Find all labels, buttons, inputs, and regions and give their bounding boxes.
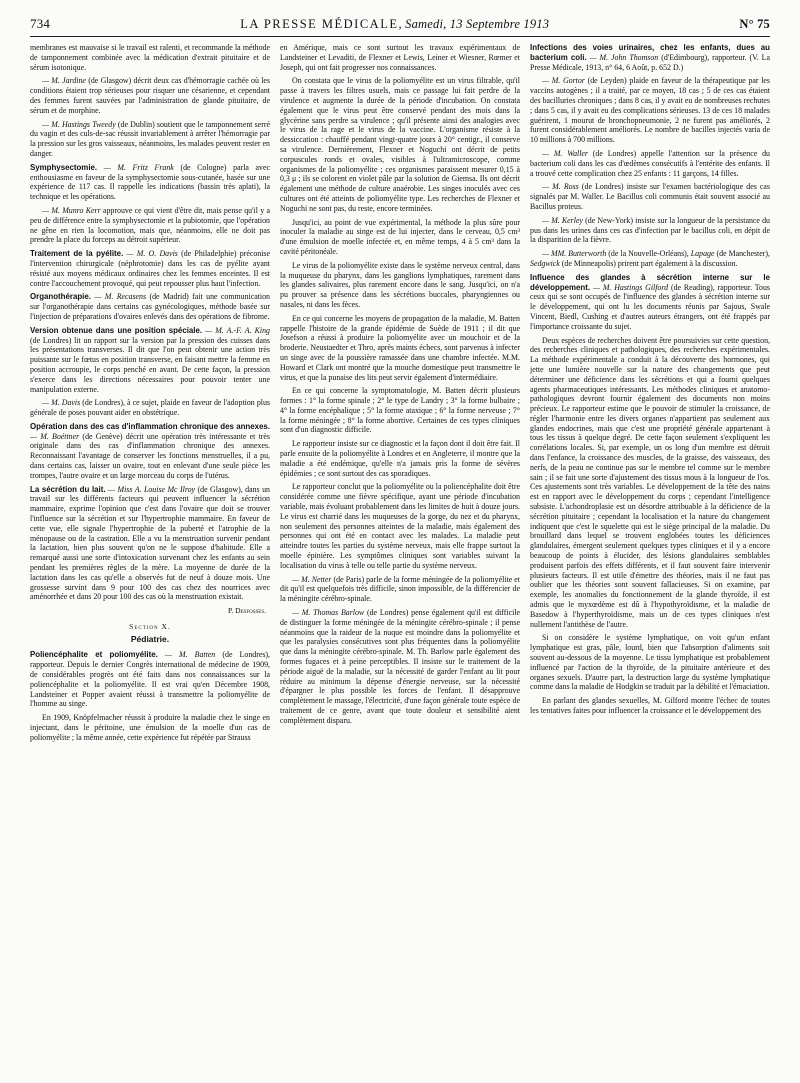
column-3: [530, 43, 770, 1083]
paragraph: [530, 76, 770, 145]
paragraph-text: (de Dublin) soutient que le tamponnement serré du vagin et des culs-de-sac réussit invariablement à arrêter l'hémorragie par la pression sur les gros vaisseaux, néanmoins, les malades peuvent rester en danger.: [30, 119, 270, 158]
paragraph: En parlant des glandes sexuelles, M. Gilford montre l'échec de toutes les tentatives faites pour influencer la croissance et le développement des: [530, 696, 770, 715]
issue-date: , Samedi, 13 Septembre 1913: [398, 17, 550, 31]
topic-heading: Version obtenue dans une position spéciale.: [30, 325, 203, 335]
paragraph-text: (de Genève) décrit une opération très intéressante et très originale dans des cas d'inflammation chronique des annexes. Reconnaissant l'avantage de conserver les fonctions menstruelles, il a pu, dans certains cas, laisser un ovaire, tout en enlevant d'une seule pièce les trompes, l'autre ovaire et un large morceau du corps de l'utérus.: [30, 431, 270, 480]
paragraph: [30, 249, 270, 288]
paragraph: [30, 163, 270, 202]
author-name: — M. Gortor: [542, 76, 585, 86]
paragraph: [30, 398, 270, 418]
paragraph: Jusqu'ici, au point de vue expérimental, la méthode la plus sûre pour inoculer la maladie au singe est de lui injecter, dans le cerveau, 0,5 cm³ d'une émulsion de moelle infectée et, en même temps, 4 à 5 cm³ dans la cavité péritonéale.: [280, 217, 520, 256]
author-name: — M. Ross: [542, 182, 579, 192]
topic-heading: Poliencéphalite et poliomyélite.: [30, 650, 158, 660]
author-name: — M. Kerley: [542, 215, 583, 225]
paragraph: Le rapporteur insiste sur ce diagnostic et la façon dont il doit être fait. Il parle ensuite de la poliomyélite à Londres et en Angleterre, il montre que la maladie a été endémique, qu'elle n'a jamais pris la forme de sévères épidémies ; ce sont surtout des cas sporadiques.: [280, 439, 520, 478]
topic-heading: Infections des voies urinaires, chez les enfants, dues au bacterium coli.: [530, 43, 770, 62]
paragraph-text: (de New-York) insiste sur la longueur de la persistance du pus dans les urines dans ces cas d'infection par le bacillus coli, en dépit de la disparition de la fièvre.: [530, 215, 770, 245]
paragraph-text: (de Glasgow), dans un travail sur les différents facteurs qui peuvent influencer la sécrétion mammaire, exprime l'opinion que c'est dans l'ovaire que doit se trouver l'influence sur la sécrétion et sur l'hypertrophie mammaire. En faveur de cette vue, elle signale l'hypertrophie de la puberté et l'atrophie de la ménopause ou de la castration. Elle a vu la menstruation survenir pendant la lactation, bien plus souvent qu'on ne le suppose d'habitude. Elle a remarqué aussi une sorte d'intoxication survenant chez les enfants au sein pendant les premières règles de la mère. La moyenne de durée de la lactation dans les cas qu'elle a observés fut de neuf à douze mois. Une grossesse survint dans 9 pour 100 des cas chez des nourrices avec aménorrhée et dans 20 pour 100 des cas où la menstruation existait.: [30, 484, 270, 602]
paragraph: Le rapporteur conclut que la poliomyélite ou la poliencéphalite doit être considérée comme une fièvre spécifique, ayant une période d'incubation variable, mais évoluant probablement dans les limites de huit à douze jours. Le virus est charrié dans les muqueuses de la gorge, du nez et du pharynx, non seulement des personnes atteintes de la maladie, mais également des personnes qui ont été en contact avec les malades. La maladie peut atteindre toutes les parties du système nerveux, mais elle frappe surtout la moelle épinière. Les symptômes cliniques sont variables suivant la localisation du virus à telle ou telle partie du système nerveux.: [280, 482, 520, 570]
author-name: — M. Hastings Tweedy: [42, 119, 116, 129]
paragraph-text: (d'Edimbourg), rapporteur. (V. La Presse Médicale, 1913, n° 64, 6 Août, p. 652 D.): [530, 52, 770, 72]
paragraph-text: (de Cologne) parla avec enthousiasme en faveur de la symphysectomie sous-cutanée, basée sur une expérience de 117 cas. Il rappelle les indications (bassin très aplati), la technique et les opérations.: [30, 162, 270, 202]
author-name: — M. Waller: [542, 148, 588, 158]
issue-number: N° 75: [739, 17, 770, 31]
paragraph: [280, 608, 520, 726]
author-name: — M. Davis: [42, 398, 81, 408]
paragraph: [530, 43, 770, 72]
signature: P. Desfosses.: [227, 606, 266, 616]
author-name: — M. John Thomson: [586, 52, 659, 62]
paragraph-text: (de Minneapolis) prirent part également à la discussion.: [559, 258, 738, 268]
section-label: Section X.: [129, 621, 171, 631]
paragraph: [30, 326, 270, 395]
author-name: — MM. Butterworth: [542, 249, 607, 259]
section-title: Pédiatrie.: [130, 633, 170, 644]
paragraph-text: (de Glasgow) décrit deux cas d'hémorragie cachée où les conditions étaient trop sérieuses pour risquer une césarienne, et cependant des femmes furent sauvées par l'administration de glande pituitaire, de sérum et de morphine.: [30, 76, 270, 115]
paragraph: En ce qui concerne les moyens de propagation de la maladie, M. Batten rappelle l'histoire de la grande épidémie de Suède de 1911 ; il dit que Josefson a réussi à produire la poliomyélite avec un mouchoir et de la broderie. Neustaedter et Thro, après maints échecs, sont parvenus à infecter un singe avec de la poussière ramassée dans une chambre infectée. M.M. Howard et Clark ont montré que la mouche domestique peut transmettre le virus, et que la punaise des lits peut servir également d'intermédiaire.: [280, 313, 520, 382]
topic-heading: Symphysectomie.: [30, 162, 98, 172]
column-1: [30, 43, 270, 1083]
author-name: — M. Batten: [157, 650, 216, 660]
author-name: — Miss A. Louise Mc Ilroy: [105, 484, 196, 494]
paragraph-text: (de Londres), à ce sujet, plaide en faveur de l'adoption plus générale de poses pouvant aider en obstétrique.: [30, 398, 270, 418]
paragraph: Le virus de la poliomyélite existe dans le système nerveux central, dans la muqueuse du pharynx, dans les ganglions lymphatiques, rarement dans les glandes salivaires, plus rarement encore dans le sang. Jusqu'ici, on n'a pu prouver sa présence dans les sécrétions buccales, pharyngiennes ou nasales, ni dans les fèces.: [280, 260, 520, 309]
paragraph-text: (de Londres) insiste sur l'examen bactériologique des cas signalés par M. Waller. Le Bacillus coli communis était souvent associé au Bacillus proteus.: [530, 182, 770, 211]
author-name: Lapage: [690, 249, 715, 259]
paragraph: [530, 249, 770, 269]
paragraph: En 1909, Knöpfelmacher réussit à produire la maladie chez le singe en injectant, dans le péritoine, une émulsion de la moelle d'un cas de poliomyélite ; la même année, cette expérience fut répétée par Strauss: [30, 713, 270, 742]
paragraph-text: (de Paris) parle de la forme méningée de la poliomyélite et dit qu'il est quelquefois très difficile, sinon impossible, de la différencier de la méningite cérébro-spinale.: [280, 574, 520, 604]
author-name: — M. Hastings Gilford: [590, 282, 669, 292]
paragraph: [30, 206, 270, 245]
paragraph: [530, 273, 770, 332]
paragraph: [280, 575, 520, 604]
paragraph: membranes est mauvaise si le travail est ralenti, et recommande la méthode de tamponnement combinée avec la médication d'extrait pituitaire et de sérum isotonique.: [30, 43, 270, 72]
column-2: [280, 43, 520, 1083]
text-columns: [30, 43, 770, 1083]
page-number: 734: [30, 16, 51, 31]
paragraph: [30, 485, 270, 603]
author-name: — M. Netter: [292, 574, 332, 584]
paragraph-text: (de la Nouvelle-Orléans),: [606, 249, 691, 259]
paragraph: [30, 650, 270, 709]
topic-heading: Opération dans des cas d'inflammation chronique des annexes.: [30, 421, 270, 431]
paragraph-text: (de Londres) appelle l'attention sur la présence du bacterium coli dans les cas d'œdèmes consécutifs à l'entérite des enfants. Il a trouvé cette complication chez 25 enfants : 11 garçons, 14 filles.: [530, 148, 770, 178]
journal-title-line: [50, 17, 739, 32]
author-name: — M. Recasens: [90, 292, 147, 302]
paragraph: En ce qui concerne la symptomatologie, M. Batten décrit plusieurs formes : 1° la forme spinale ; 2° le type de Landry ; 3° la forme bulbaire ; 4° la forme encéphalique ; 5° la forme ataxique ; 6° la forme nerveuse ; 7° la forme méningée ; 8° la forme abortive. Certaines de ces types cliniques sont d'un diagnostic difficile.: [280, 386, 520, 435]
paragraph: Si on considère le système lymphatique, on voit qu'un enfant lymphatique est gras, pâle, lourd, bien que l'absorption d'aliments soit souvent au-dessous de la moyenne. Le tissu lymphatique est probablement influencé par l'action de la thyroïde, de la pituitaire antérieure et des organes sexuels. D'autre part, la destruction large du système lymphatique comme dans la maladie de Hodgkin se traduit par la débilité et l'émaciation.: [530, 633, 770, 692]
paragraph: On constata que le virus de la poliomyélite est un virus filtrable, qu'il passe à travers les filtres usuels, mais ce passage lui fait perdre de la virulence et augmente la durée de la période d'incubation. On constata également que le virus peut être conservé pendant des mois dans la glycérine sans perdre sa virulence ; qu'il présente ainsi des analogies avec le virus de la rage et le virus de la vaccine. L'organisme résiste à la dessiccation : chauffé pendant vingt-quatre jours à 20° centigr., il conserve sa virulence. Dernièrement, Flexner et Noguchi ont décrit de petits corpuscules ronds et ovales, visibles à l'ultramicroscope, comme organismes de la poliomyélite ; ces organismes paraissent mesurer 0,15 à 0,3 μ ; ils se colorent en violet pâle par la solution de Giemsa. Ils ont décrit également une méthode de culture anaérobie. Les singes inoculés avec ces cultures ont été atteints de poliomyélite type. Les recherches de Flexner et Noguchi ne sont pas, du reste, encore terminées.: [280, 76, 520, 213]
paragraph-text: (de Madrid) fait une communication sur l'organothérapie dans certains cas gynécologiques, méthode basée sur l'injection de préparations d'ovaires enlevés dans des opérations de fibrome.: [30, 292, 270, 321]
author-name: — M. A.-F. A. King: [202, 325, 270, 335]
paragraph-text: (de Londres), rapporteur. Depuis le dernier Congrès international de médecine de 1909, de considérables progrès ont été faits dans nos connaissances sur la poliencéphalite et la poliomyélite. Il est vrai qu'en Décembre 1908, Landsteiner et Popper avaient réussi à transmettre la poliomyélite de l'homme au singe.: [30, 650, 270, 709]
paragraph: [30, 76, 270, 115]
paragraph-text: (de Londres) lit un rapport sur la version par la pression des cuisses dans les présentations transverses. Il dit que l'on peut obtenir une action très puissante sur le fœtus en position transverse, en faisant mettre la femme en position accroupie, le corps penché en avant. De cette façon, la pression s'exerce dans les directions nécessaires pour pouvoir tenter une manipulation externe.: [30, 335, 270, 394]
topic-heading: Influence des glandes à sécrétion interne sur le développement.: [530, 272, 770, 292]
header-rule: [30, 36, 770, 37]
paragraph: [530, 149, 770, 178]
paragraph-text: approuve ce qui vient d'être dit, mais pense qu'il y a peu de différence entre la symphysectomie et la pubiotomie, que l'opération ne gêne en rien la locomotion, mais que, néanmoins, elle ne doit pas prendre la place du forceps au détroit supérieur.: [30, 205, 270, 245]
paragraph: en Amérique, mais ce sont surtout les travaux expérimentaux de Landsteiner et Levaditi, de Flexner et Lewis, Leiner et Wiesner, Rœmer et Joseph, qui ont fait progresser nos connaissances.: [280, 43, 520, 72]
author-name: — M. Munro Kerr: [42, 205, 101, 215]
paragraph-text: (de Manchester),: [714, 249, 770, 259]
paragraph-text: (de Reading), rapporteur. Tous ceux qui se sont occupés de l'influence des glandes à sécrétion interne sur le développement, qui ont lu les documents réunis par Sajous, Swale Vincent, Biedl, Cushing et d'autres auteurs étrangers, ont été frappés par l'importance croissante du sujet.: [530, 282, 770, 331]
author-name: — M. O. Davis: [123, 249, 178, 259]
topic-heading: Traitement de la pyélite.: [30, 249, 124, 259]
author-name: — M. Boéttner: [30, 431, 80, 441]
author-name: Sedgwick: [530, 258, 560, 268]
paragraph: [30, 422, 270, 481]
author-name: — M. Jardine: [42, 76, 86, 86]
paragraph: [30, 292, 270, 321]
paragraph-text: (de Leyden) plaide en faveur de la thérapeutique par les vaccins autogènes ; il a traité, par ce moyen, 18 cas ; 5 de ces cas étaient des bacilluries chroniques ; dans 8 cas, il y avait eu de nombreuses rechutes ; dans 5 cas, il y avait eu des complications sérieuses. 13 de ces 18 malades guérirent, 1 mourut de bronchopneumonie, 2 ne furent pas améliorés, 2 furent considérablement améliorés. Le nombre de bacilles injectés varia de 10 millions à 700 millions.: [530, 76, 770, 145]
author-name: — M. Fritz Frank: [97, 162, 174, 172]
paragraph: [30, 120, 270, 159]
topic-heading: La sécrétion du lait.: [30, 484, 106, 494]
paragraph-text: (de Philadelphie) préconise l'intervention chirurgicale (néphrotomie) dans les cas de pyélite ayant résisté aux moyens médicaux ordinaires chez les femmes enceintes. Il est contre l'accouchement provoqué, qui peut repousser plus haut l'infection.: [30, 249, 270, 288]
author-name: — M. Thomas Barlow: [292, 608, 365, 618]
journal-name: LA PRESSE MÉDICALE: [240, 17, 399, 31]
paragraph-text: (de Londres) pense également qu'il est difficile de distinguer la forme méningée de la méningite cérébro-spinale ; il pense néanmoins que la raideur de la nuque est moindre dans la poliomyélite et que les paralysies consécutives sont plus fréquentes dans la poliomyélite que dans la méningite cérébro-spinale. M. Th. Barlow parle également des formes fugaces et à peine perceptibles. Il insiste sur le traitement de la période aiguë de la maladie, sur la nécessité de garder l'enfant au lit pour réduire au minimum la dépense d'énergie nerveuse, sur la nécessité d'épargner le plus possible les forces de l'enfant. Il désapprouve complètement le massage, l'électricité, d'une façon générale toute espèce de traitement de ce genre, avant que toute douleur et sensibilité aient complètement disparu.: [280, 608, 520, 725]
paragraph: [530, 216, 770, 245]
page-header: [30, 16, 770, 32]
paragraph: [530, 182, 770, 211]
topic-heading: Organothérapie.: [30, 292, 91, 302]
paragraph: Deux espèces de recherches doivent être poursuivies sur cette question, des recherches cliniques et pathologiques, des recherches expérimentales. La méthode expérimentale a conduit à la découverte des hormones, qui jette une lumière nouvelle sur la nature des changements que peut déterminer une déficience dans les sécrétions et qui a fourni quelques agents pharmaceutiques intéressants. Les méthodes cliniques et anatomo-pathologiques devront fournir également des documents non moins précieux. Le rapporteur estime que le pouvoir de stimuler la croissance, de régler l'harmonie entre les divers organes n'appartient pas seulement aux glandes endocrines, mais que c'est une propriété générale appartenant à tous les tissus à quelque degré. De cette façon seulement s'expliquent les corrélations locales. Si, par exemple, un os long d'un membre est détruit dans l'enfance, la croissance des muscles, de la graisse, des vaisseaux, des nerfs, de la peau ne continue pas sur le membre tel comme sur le membre sain ; il se fait une sorte d'ajustement des tissus mous à la longueur de l'os. Ces ajustements sont très variables. Le développement de la tête des nains est en rapport avec le développement du corps ; cependant l'intelligence subsiste. L'achondroplasie est un désordre attribuable à la déficience de la sécrétion pituitaire ; cependant la localisation et la nature du changement indiquent que c'est le squelette qui est le siège principal de la maladie. Du brouillard dans lequel se trouvent englobées toutes les déficiences glandulaires, émergent seulement quelques types cliniques et il y a encore beaucoup de points à élucider, des lésions glandulaires semblables produisent parfois des effets différents, et il faut souvent faire intervenir plusieurs facteurs. Il est utile d'émettre des théories, mais il ne faut pas oublier que les théories sont souvent fallacieuses. Si on examine, par exemple, les anomalies du fonctionnement de la glande thyroïde, il est admis que le myxœdème est dû à l'hypothyroïdisme, et la maladie de Basedow à l'hyperthyroïdisme, mais un de ces types cliniques n'est nullement l'antithèse de l'autre.: [530, 335, 770, 629]
